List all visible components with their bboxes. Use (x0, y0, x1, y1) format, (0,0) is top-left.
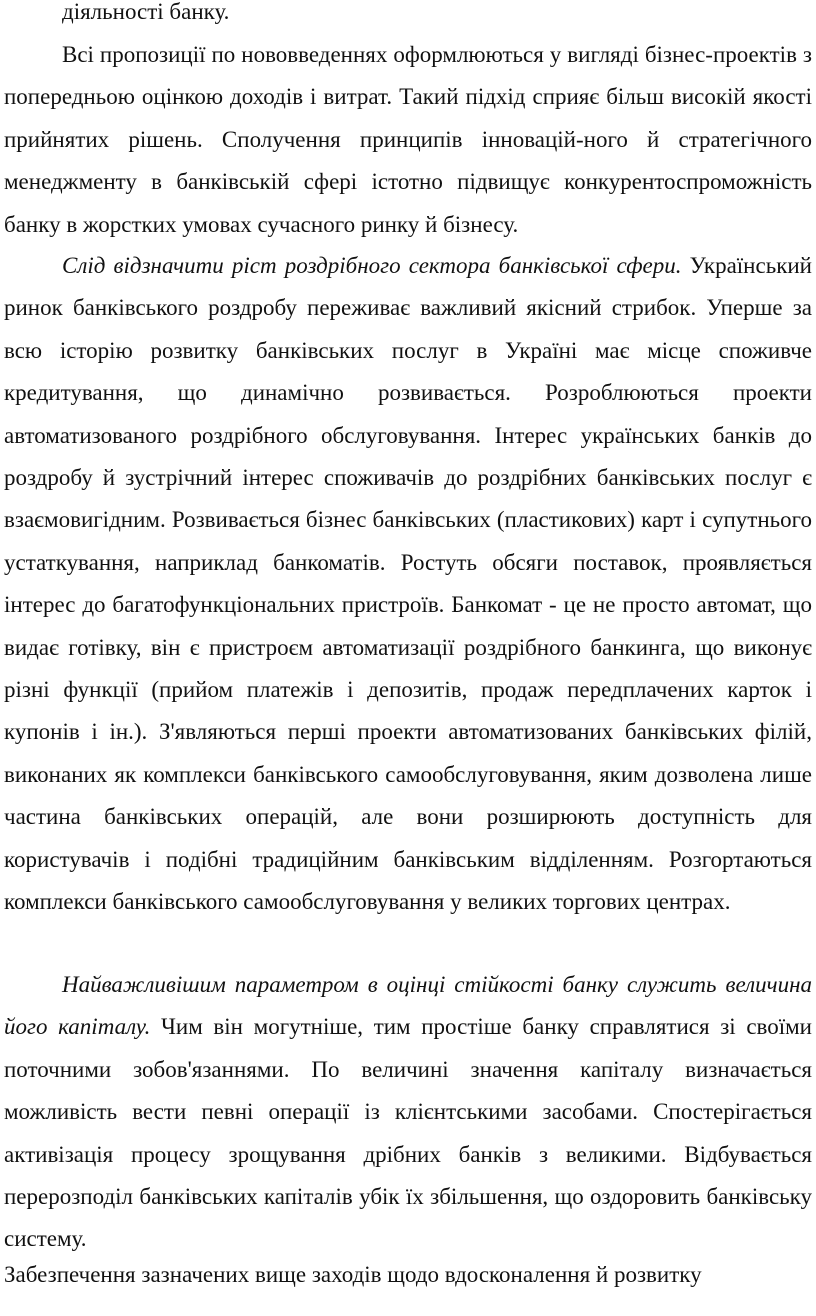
paragraph-capital-body: Чим він могутніше, тим простіше банку справлятися зі своїми поточними зобов'язаннями. По величині значення капіталу визначається можливість вести певні операції із клієнтськими засобами. Спостерігається активізація процесу зрощування дрібних банків з великими. Відбувається перерозподіл банківських капіталів убік їх збільшення, що оздоровить банківську систему. (4, 1014, 812, 1252)
paragraph-retail-lead: Слід відзначити ріст роздрібного сектора банківської сфери. (62, 253, 682, 278)
paragraph-capital-lead: Найважливішим параметром в оцінці стійкості банку служить величина його капіталу. (4, 972, 812, 1040)
paragraph-fragment-bottom: Забезпечення зазначених вище заходів щодо вдосконалення й розвитку (4, 1262, 702, 1287)
paragraph-capital (4, 964, 812, 1261)
paragraph-retail (4, 245, 812, 924)
paragraph-fragment-top: діяльності банку. (62, 0, 230, 24)
paragraph-innovation: Всі пропозиції по нововведеннях оформлюються у вигляді бізнес-проектів з попередньою оцінкою доходів і витрат. Такий підхід сприяє більш високій якості прийнятих рішень. Сполучення принципів інновацій-ного й стратегічного менеджменту в банківській сфері істотно підвищує конкурентоспроможність банку в жорстких умовах сучасного ринку й бізнесу. (4, 42, 812, 237)
paragraph-retail-body: Український ринок банківського роздробу переживає важливий якісний стрибок. Уперше за всю історію розвитку банківських послуг в Україні має місце споживче кредитування, що динамічно розвивається. Розроблюються проекти автоматизованого роздрібного обслуговування. Інтерес українських банків до роздробу й зустрічний інтерес споживачів до роздрібних банківських послуг є взаємовигідним. Розвивається бізнес банківських (пластикових) карт і супутнього устаткування, наприклад банкоматів. Ростуть обсяги поставок, проявляється інтерес до багатофункціональних пристроїв. Банкомат - це не просто автомат, що видає готівку, він є пристроєм автоматизації роздрібного банкинга, що виконує різні функції (прийом платежів і депозитів, продаж передплачених карток і купонів і ін.). З'являються перші проекти автоматизованих банківських філій, виконаних як комплекси банківського самообслуговування, яким дозволена лише частина банківських операцій, але вони розширюють доступність для користувачів і подібні традиційним банківським відділенням. Розгортаються комплекси банківського самообслуговування у великих торгових центрах. (4, 253, 812, 915)
